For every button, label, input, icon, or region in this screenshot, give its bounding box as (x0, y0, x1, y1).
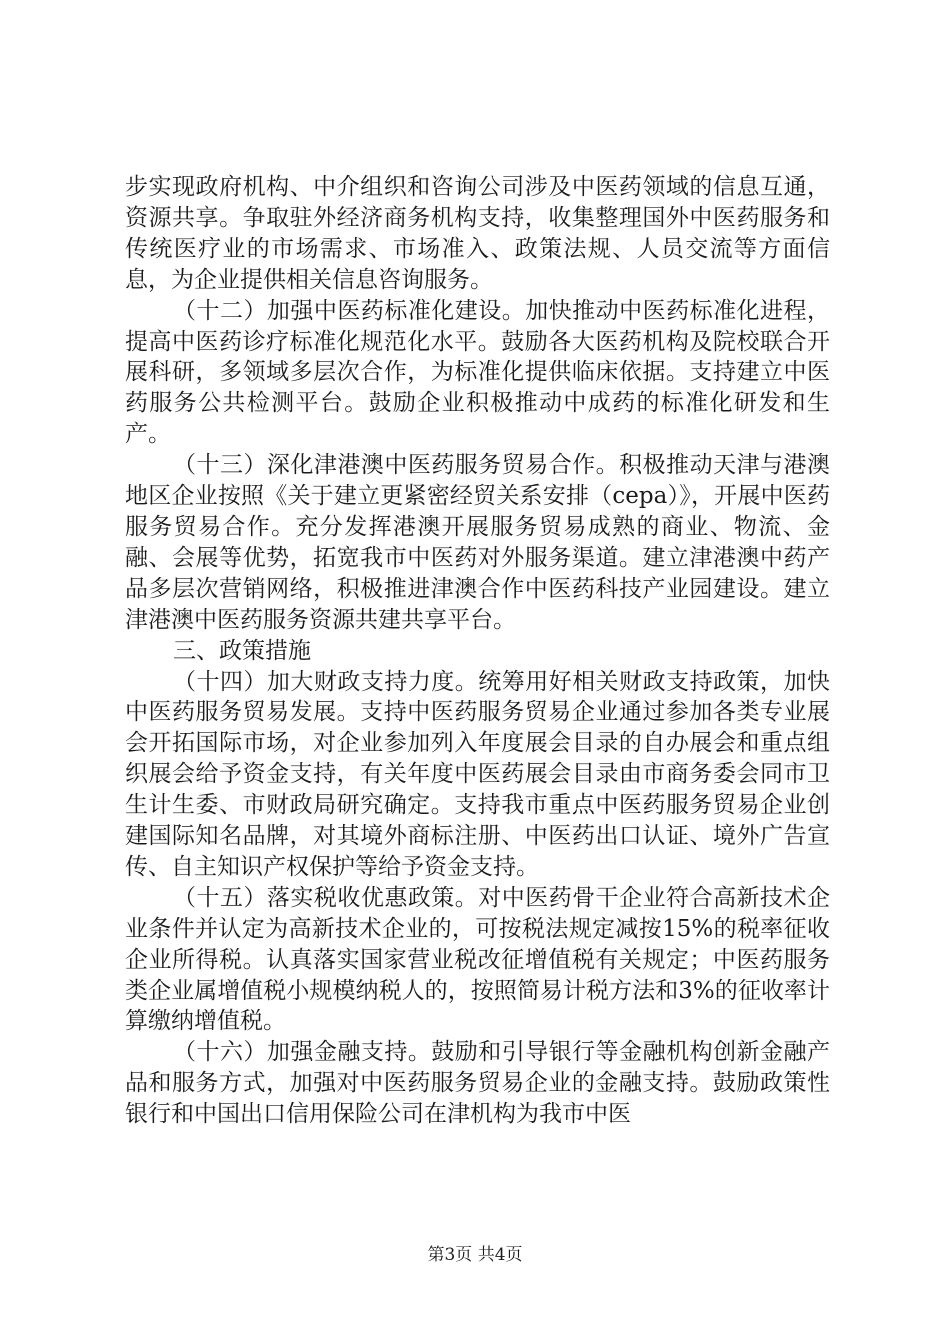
paragraph-item-14: （十四）加大财政支持力度。统筹用好相关财政支持政策，加快中医药服务贸易发展。支持中医药服务贸易企业通过参加各类专业展会开拓国际市场，对企业参加列入年度展会目录的自办展会和重点组织展会给予资金支持，有关年度中医药展会目录由市商务委会同市卫生计生委、市财政局研究确定。支持我市重点中医药服务贸易企业创建国际知名品牌，对其境外商标注册、中医药出口认证、境外广告宣传、自主知识产权保护等给予资金支持。 (125, 668, 830, 880)
page-footer: 第3页 共4页 (427, 1245, 523, 1265)
paragraph-item-13: （十三）深化津港澳中医药服务贸易合作。积极推动天津与港澳地区企业按照《关于建立更紧密经贸关系安排（cepa）》，开展中医药服务贸易合作。充分发挥港澳开展服务贸易成熟的商业、物流、金融、会展等优势，拓宽我市中医药对外服务渠道。建立津港澳中药产品多层次营销网络，积极推进津澳合作中医药科技产业园建设。建立津港澳中医药服务资源共建共享平台。 (125, 452, 830, 633)
section-heading-policy-measures: 三、政策措施 (173, 637, 311, 664)
paragraph-item-16: （十六）加强金融支持。鼓励和引导银行等金融机构创新金融产品和服务方式，加强对中医药服务贸易企业的金融支持。鼓励政策性银行和中国出口信用保险公司在津机构为我市中医 (125, 1039, 830, 1128)
paragraph-item-15: （十五）落实税收优惠政策。对中医药骨干企业符合高新技术企业条件并认定为高新技术企业的，可按税法规定减按15%的税率征收企业所得税。认真落实国家营业税改征增值税有关规定；中医药服务类企业属增值税小规模纳税人的，按照简易计税方法和3%的征收率计算缴纳增值税。 (125, 884, 830, 1035)
paragraph-item-12: （十二）加强中医药标准化建设。加快推动中医药标准化进程，提高中医药诊疗标准化规范化水平。鼓励各大医药机构及院校联合开展科研，多领域多层次合作，为标准化提供临床依据。支持建立中医药服务公共检测平台。鼓励企业积极推动中成药的标准化研发和生产。 (125, 297, 830, 448)
paragraph-continuation: 步实现政府机构、中介组织和咨询公司涉及中医药领域的信息互通，资源共享。争取驻外经济商务机构支持，收集整理国外中医药服务和传统医疗业的市场需求、市场准入、政策法规、人员交流等方面信息，为企业提供相关信息咨询服务。 (125, 174, 830, 293)
document-body (125, 172, 830, 1130)
